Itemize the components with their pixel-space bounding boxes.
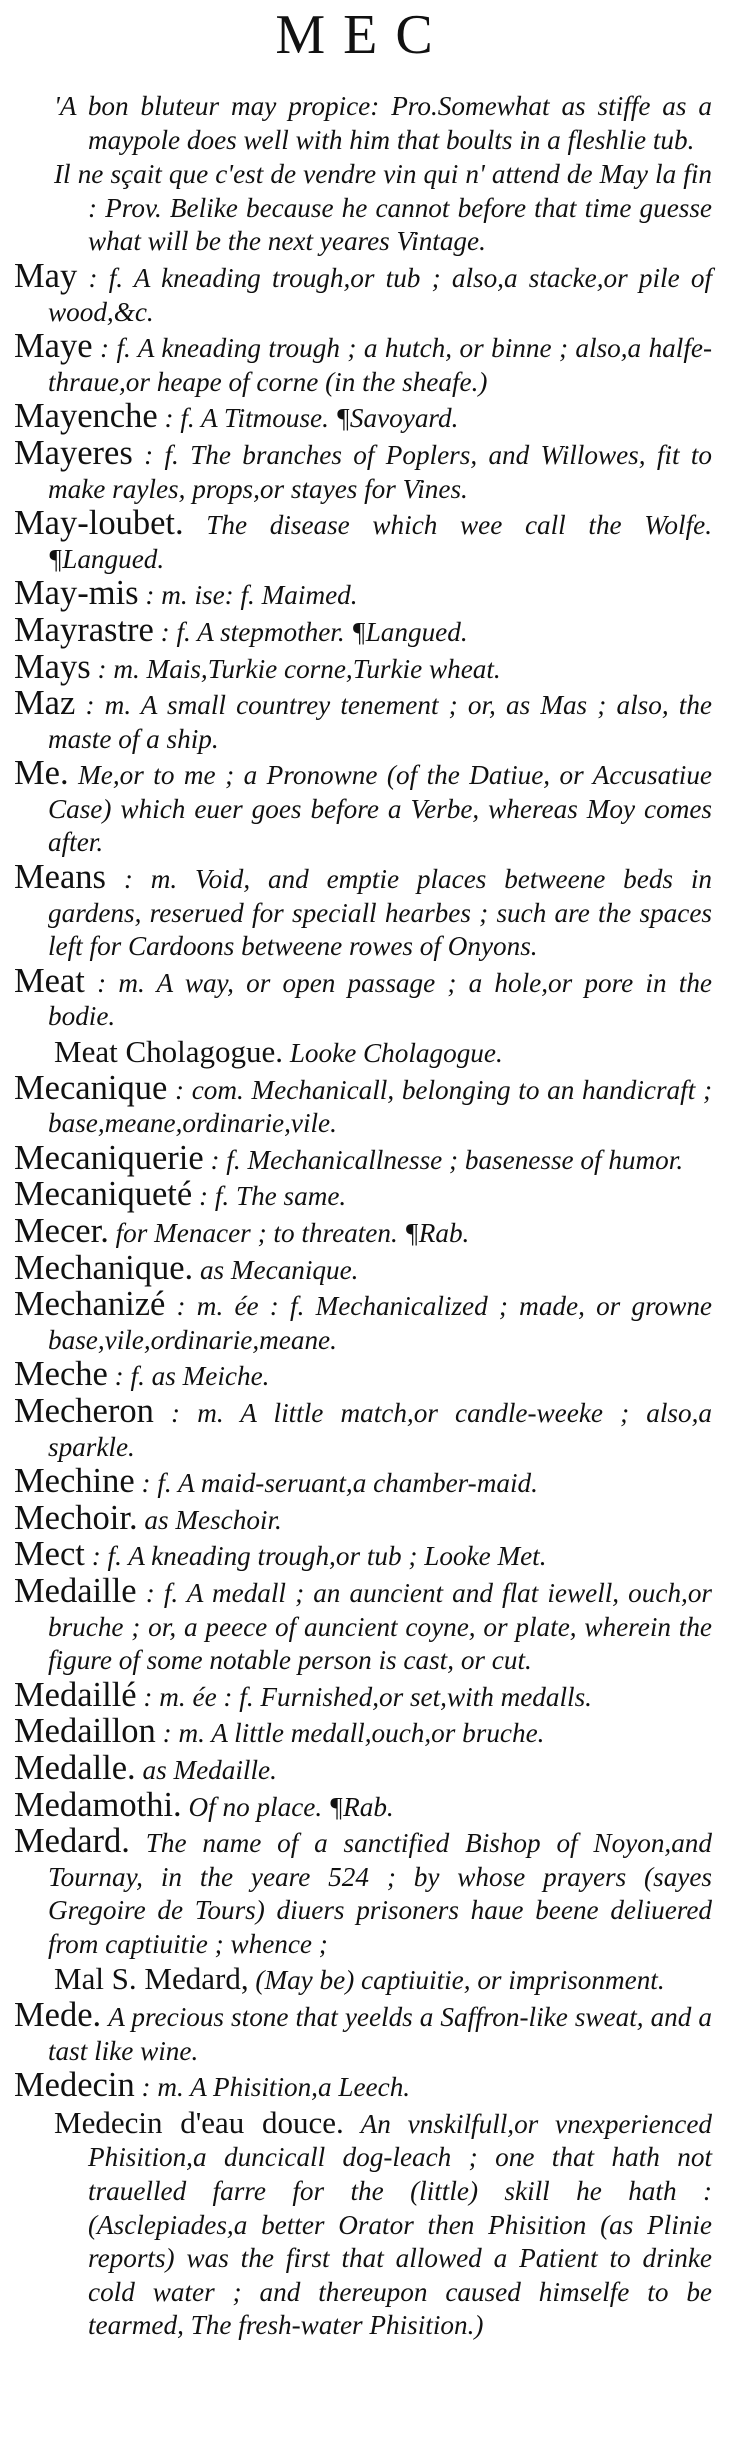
- entry-definition: as Mecanique.: [199, 1254, 359, 1285]
- entry-definition: : f. The same.: [198, 1181, 347, 1212]
- entry-headword: Mechanique.: [14, 1248, 194, 1287]
- entry-definition: : m. Void, and emptie places betweene beds in gardens, reserued for speciall hearbes ; such are the spaces left for Cardoons betweene rowes of Onyons.: [48, 864, 712, 962]
- dictionary-entry: [14, 1571, 713, 1678]
- dictionary-entry: [14, 1712, 712, 1751]
- dictionary-entry: [14, 1285, 713, 1357]
- dictionary-entry: [14, 574, 712, 613]
- entry-definition: Looke Cholagogue.: [289, 1038, 503, 1069]
- entry-headword: Mect: [14, 1535, 85, 1574]
- entry-headword: May-loubet.: [14, 504, 184, 543]
- dictionary-entry: [14, 397, 712, 436]
- entry-definition: Me,or to me ; a Pronowne (of the Datiue, or Accusatiue Case) which euer goes before a Verbe, whereas Moy comes after.: [48, 760, 712, 858]
- dictionary-entry: [14, 684, 712, 756]
- entry-definition: Il ne sçait que c'est de vendre vin qui n' attend de May la fin : Prov. Belike because he cannot before that time guesse what will be the next yeares Vintage.: [54, 159, 712, 257]
- entry-definition: : f. A Titmouse. ¶Savoyard.: [164, 403, 459, 434]
- entry-headword: Medalle.: [14, 1748, 136, 1787]
- dictionary-entry: [14, 1068, 712, 1141]
- dictionary-entry: [14, 1498, 712, 1538]
- dictionary-entry: [14, 1785, 712, 1825]
- dictionary-entry: [14, 2106, 712, 2343]
- dictionary-entry: [14, 1675, 712, 1715]
- entry-headword: Mechoir.: [14, 1498, 138, 1537]
- entry-headword: Mechanizé: [14, 1285, 166, 1324]
- entry-definition: : f. A kneading trough ; a hutch, or binne ; also,a halfe-thraue,or heape of corne (in the sheafe.): [48, 333, 712, 397]
- entry-definition: : com. Mechanicall, belonging to an handicraft ; base,meane,ordinarie,vile.: [48, 1074, 712, 1139]
- entry-headword: Maz: [14, 684, 76, 723]
- dictionary-entry: [14, 90, 712, 157]
- dictionary-entry: [14, 754, 712, 860]
- entry-definition: : m. A way, or open passage ; a hole,or pore in the bodie.: [48, 967, 712, 1032]
- running-head: MEC: [275, 4, 451, 66]
- entry-headword: Mede.: [14, 1996, 102, 2035]
- dictionary-entry: [14, 504, 712, 576]
- entry-definition: : m. ée : f. Mechanicalized ; made, or growne base,vile,ordinarie,meane.: [48, 1291, 713, 1355]
- entry-headword: Medard.: [14, 1822, 130, 1861]
- entry-headword: Mayenche: [14, 397, 158, 436]
- entry-definition: : m. A little match,or candle-weeke ; also,a sparkle.: [48, 1397, 712, 1462]
- entry-definition: The name of a sanctified Bishop of Noyon,and Tournay, in the yeare 524 ; by whose prayers (sayes Gregoire de Tours) diuers prisoners haue beene deliuered from captiuitie ; whence ;: [48, 1828, 712, 1959]
- dictionary-entry: [14, 961, 712, 1034]
- dictionary-entry: [14, 1391, 712, 1464]
- dictionary-entry: [14, 858, 712, 964]
- entry-headword: Mechine: [14, 1462, 135, 1501]
- entry-headword: May: [14, 256, 78, 295]
- dictionary-entry: [14, 1462, 712, 1501]
- entry-definition: : f. A maid-seruant,a chamber-maid.: [141, 1468, 538, 1499]
- entry-definition: : m. A little medall,ouch,or bruche.: [162, 1718, 545, 1749]
- dictionary-entry: [14, 1248, 712, 1288]
- entry-definition: : m. A Phisition,a Leech.: [141, 2072, 411, 2103]
- dictionary-entry: [14, 2066, 712, 2105]
- entry-definition: : f. The branches of Poplers, and Willowes, fit to make rayles, props,or stayes for Vines.: [48, 439, 712, 504]
- entry-definition: for Menacer ; to threaten. ¶Rab.: [115, 1218, 470, 1248]
- entry-definition: Of no place. ¶Rab.: [188, 1791, 394, 1822]
- dictionary-entry: [14, 1035, 712, 1071]
- dictionary-entry: [14, 1962, 712, 1998]
- entry-headword: Mecheron: [14, 1391, 154, 1430]
- dictionary-entry: [14, 610, 712, 650]
- dictionary-entry: [14, 1138, 712, 1178]
- entry-headword: Mecer.: [14, 1212, 109, 1250]
- entry-headword: Medaillon: [14, 1712, 156, 1751]
- entry-headword: Mecanique: [14, 1068, 168, 1107]
- entry-definition: as Meschoir.: [144, 1504, 282, 1535]
- dictionary-entry: [14, 433, 712, 506]
- entry-headword: Mayrastre: [14, 610, 154, 649]
- entry-headword: Mayeres: [14, 433, 133, 472]
- dictionary-entry: [14, 1212, 712, 1251]
- entry-definition: The disease which wee call the Wolfe. ¶Langued.: [48, 510, 712, 574]
- dictionary-entry: [14, 256, 713, 329]
- entry-headword: Mecaniqueté: [14, 1175, 193, 1214]
- entry-headword: Medecin d'eau douce.: [54, 2104, 344, 2140]
- entry-headword: Medaille: [14, 1571, 137, 1610]
- entry-definition: : f. Mechanicallnesse ; basenesse of humor.: [210, 1144, 684, 1175]
- entry-headword: Meat Cholagogue.: [54, 1034, 284, 1070]
- dictionary-entry: [14, 327, 712, 399]
- entry-definition: (May be) captiuitie, or imprisonment.: [255, 1965, 665, 1996]
- entry-definition: A precious stone that yeelds a Saffron-like sweat, and a tast like wine.: [48, 2002, 713, 2066]
- entry-headword: Maye: [14, 327, 93, 366]
- entry-headword: May-mis: [14, 574, 139, 613]
- dictionary-entry: [14, 1175, 712, 1214]
- entry-headword: Mecaniquerie: [14, 1138, 204, 1177]
- entry-headword: Mal S. Medard,: [54, 1961, 249, 1997]
- dictionary-entry: [14, 158, 712, 259]
- dictionary-entry: [14, 1535, 712, 1574]
- entry-headword: Means: [14, 858, 106, 897]
- entry-definition: 'A bon bluteur may propice: Pro.Somewhat as stiffe as a maypole does well with him that boults in a fleshlie tub.: [54, 91, 712, 155]
- entry-definition: : f. A kneading trough,or tub ; Looke Met.: [91, 1541, 547, 1572]
- entry-definition: : f. A stepmother. ¶Langued.: [160, 616, 468, 647]
- dictionary-entry: [14, 647, 712, 687]
- dictionary-entry: [14, 1822, 712, 1961]
- entry-definition: : m. ise: f. Maimed.: [145, 580, 358, 611]
- entry-headword: Meche: [14, 1355, 108, 1394]
- entry-definition: : f. A kneading trough,or tub ; also,a stacke,or pile of wood,&c.: [48, 262, 713, 327]
- entry-headword: Me.: [14, 754, 69, 793]
- entry-headword: Mays: [14, 647, 91, 686]
- entry-headword: Medecin: [14, 2066, 135, 2105]
- entry-list: [14, 90, 712, 2343]
- dictionary-entry: [14, 1355, 712, 1394]
- entry-definition: : m. ée : f. Furnished,or set,with medalls.: [143, 1681, 592, 1712]
- entry-definition: : m. Mais,Turkie corne,Turkie wheat.: [97, 653, 501, 684]
- entry-definition: as Medaille.: [142, 1754, 277, 1785]
- entry-definition: An vnskilfull,or vnexperienced Phisition,a duncicall dog-leach ; one that hath not trauelled farre for the (little) skill he hath : (Asclepiades,a better Orator then Phisition (as Plinie reports) was the first that allowed a Patient to drinke cold water ; and thereupon caused himselfe to be tearmed, The fresh-water Phisition.): [88, 2108, 713, 2341]
- entry-headword: Medamothi.: [14, 1785, 182, 1824]
- entry-headword: Medaillé: [14, 1675, 137, 1714]
- entry-headword: Meat: [14, 961, 85, 1000]
- entry-definition: : f. as Meiche.: [114, 1361, 270, 1392]
- entry-definition: : m. A small countrey tenement ; or, as Mas ; also, the maste of a ship.: [48, 690, 712, 754]
- dictionary-entry: [14, 1748, 712, 1788]
- entry-definition: : f. A medall ; an auncient and flat iewell, ouch,or bruche ; or, a peece of auncient coyne, or plate, wherein the figure of some notable person is cast, or cut.: [48, 1577, 713, 1676]
- dictionary-entry: [14, 1996, 713, 2068]
